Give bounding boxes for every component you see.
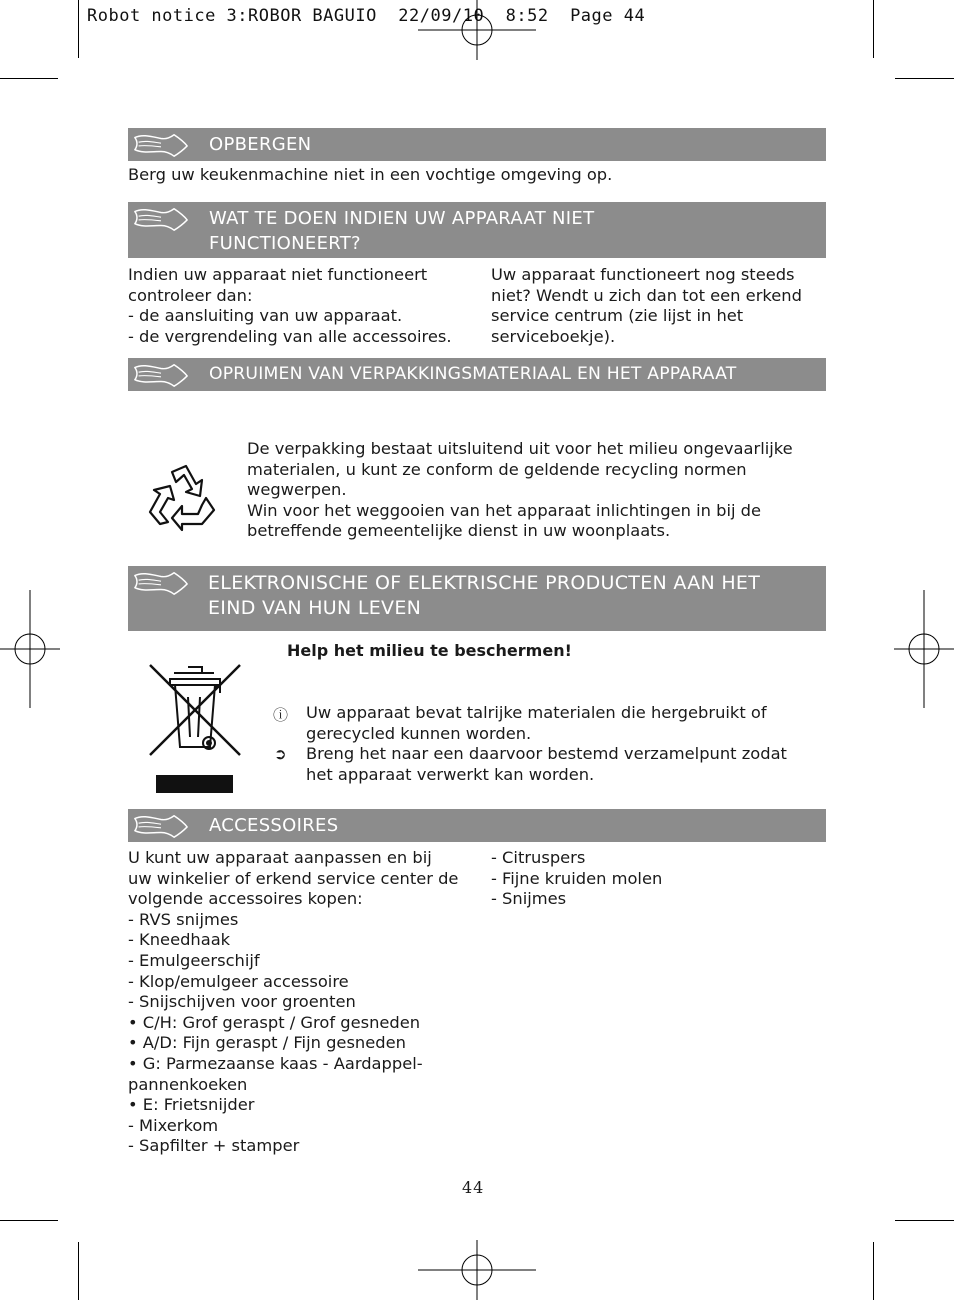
section-header-troubleshoot: [128, 202, 826, 258]
section-title: WAT TE DOEN INDIEN UW APPARAAT NIET FUNCTIONEERT?: [209, 208, 595, 254]
hand-arrow-icon: [132, 361, 190, 389]
storage-text: Berg uw keukenmachine niet in een vochtige omgeving op.: [128, 165, 613, 184]
accessories-right-column: - Citruspers - Fijne kruiden molen - Snijmes: [491, 848, 663, 909]
weee-bullet-1: Uw apparaat bevat talrijke materialen die hergebruikt of gerecycled kunnen worden.: [306, 703, 767, 743]
packaging-text: De verpakking bestaat uitsluitend uit voor het milieu ongevaarlijke materialen, u kunt ze conform de geldende recycling normen wegwerpen. Win voor het weggooien van het apparaat inlichtingen in bij de betreffende gemeentelijke dienst in uw woonplaats.: [247, 439, 793, 541]
section-header-storage: [128, 128, 826, 161]
weee-subtitle: Help het milieu te beschermen!: [287, 641, 572, 660]
weee-bullet-2: Breng het naar een daarvoor bestemd verzamelpunt zodat het apparaat verwerkt kan worden.: [306, 744, 787, 784]
arrow-bullet-icon: ➲: [274, 745, 287, 763]
recycle-icon: [146, 462, 220, 534]
troubleshoot-left-column: Indien uw apparaat niet functioneert controleer dan: - de aansluiting van uw apparaat. - de vergrendeling van alle accessoires.: [128, 265, 452, 346]
hand-arrow-icon: [132, 569, 190, 597]
section-header-packaging: [128, 358, 826, 391]
crossed-bin-icon: [148, 663, 244, 795]
print-slug: Robot notice 3:ROBOR BAGUIO 22/09/10 8:52 Page 44: [87, 6, 646, 26]
registration-mark-top-icon: [418, 0, 536, 60]
page-number: 44: [462, 1178, 485, 1197]
section-title: OPRUIMEN VAN VERPAKKINGSMATERIAAL EN HET APPARAAT: [209, 364, 737, 384]
section-title: ACCESSOIRES: [209, 815, 339, 836]
registration-mark-right-icon: [894, 590, 954, 708]
section-header-weee: [128, 566, 826, 631]
section-header-accessories: [128, 809, 826, 842]
hand-arrow-icon: [132, 131, 190, 159]
accessories-left-column: U kunt uw apparaat aanpassen en bij uw winkelier of erkend service center de volgende accessoires kopen: - RVS snijmes - Kneedhaak - Emulgeerschijf - Klop/emulgeer accessoire - Snijschijven voor groenten • C/H: Grof geraspt / Grof gesneden • A/D: Fijn geraspt / Fijn gesneden • G: Parmezaanse kaas - Aardappel- pannenkoeken • E: Frietsnijder - Mixerkom - Sapfilter + stamper: [128, 848, 459, 1156]
info-icon: ⓘ: [273, 706, 289, 724]
registration-mark-left-icon: [0, 590, 60, 708]
troubleshoot-right-column: Uw apparaat functioneert nog steeds niet? Wendt u zich dan tot een erkend service centrum (zie lijst in het serviceboekje).: [491, 265, 802, 346]
hand-arrow-icon: [132, 205, 190, 233]
section-title: OPBERGEN: [209, 134, 312, 155]
hand-arrow-icon: [132, 812, 190, 840]
section-title: ELEKTRONISCHE OF ELEKTRISCHE PRODUCTEN AAN HET EIND VAN HUN LEVEN: [208, 572, 761, 619]
registration-mark-bottom-icon: [418, 1240, 536, 1300]
